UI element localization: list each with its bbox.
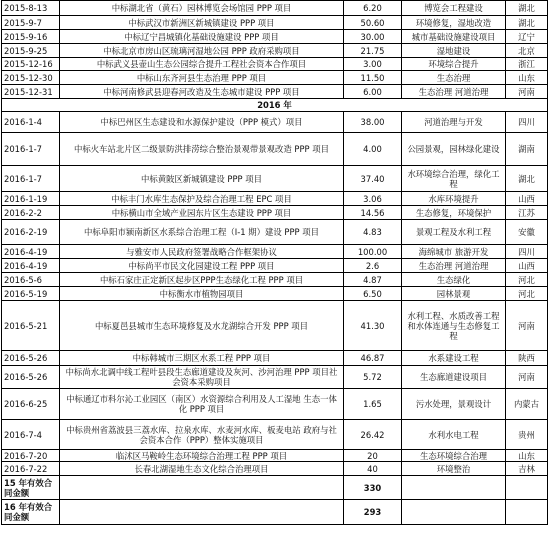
province: 河南 (506, 301, 548, 351)
province: 河北 (506, 287, 548, 301)
province: 湖南 (506, 133, 548, 166)
table-row (2, 287, 548, 301)
province: 河南 (506, 85, 548, 99)
project-name: 中标武义县壶山生态公园综合提升工程社会资本合作项目 (60, 58, 344, 71)
project-name: 中标尚水北调中线工程叶县段生态廊道建设及灰河、沙河治理 PPP 项目社会资本采购项目 (60, 366, 344, 389)
project-name: 长春北湖湿地生态文化综合治理项目 (60, 462, 344, 476)
empty-cell (60, 476, 344, 500)
contracts-table-body (2, 1, 548, 525)
contract-date: 2016-1-7 (2, 133, 60, 166)
contract-date: 2015-8-13 (2, 1, 60, 16)
contract-amount: 6.50 (344, 287, 402, 301)
province: 四川 (506, 112, 548, 133)
summary-label: 15 年有效合同金额 (2, 476, 60, 500)
project-name: 中标石家庄正定新区起步区PPP生态绿化工程 PPP 项目 (60, 273, 344, 287)
business-field: 生态廊道建设项目 (402, 366, 506, 389)
business-field: 博览会工程建设 (402, 1, 506, 16)
summary-row (2, 500, 548, 525)
contract-amount: 1.65 (344, 389, 402, 420)
contract-date: 2016-5-26 (2, 366, 60, 389)
table-row (2, 58, 548, 71)
province: 辽宁 (506, 30, 548, 44)
table-row (2, 133, 548, 166)
contract-date: 2016-7-4 (2, 420, 60, 450)
province: 湖北 (506, 16, 548, 30)
contract-amount: 100.00 (344, 245, 402, 259)
table-row (2, 85, 548, 99)
business-field: 生态治理 河道治理 (402, 259, 506, 273)
contract-amount: 6.00 (344, 85, 402, 99)
table-row (2, 166, 548, 192)
table-row (2, 192, 548, 206)
business-field: 海绵城市 旅游开发 (402, 245, 506, 259)
table-row (2, 462, 548, 476)
province: 四川 (506, 245, 548, 259)
project-name: 中标通辽市科尔沁工业园区（南区）水资源综合利用及人工湿地 生态一体化 PPP 项目 (60, 389, 344, 420)
province: 山东 (506, 71, 548, 85)
contract-date: 2015-9-7 (2, 16, 60, 30)
summary-row (2, 476, 548, 500)
province: 贵州 (506, 420, 548, 450)
empty-cell (402, 476, 506, 500)
contract-amount: 41.30 (344, 301, 402, 351)
contract-date: 2015-12-31 (2, 85, 60, 99)
business-field: 生态环境综合治理 (402, 450, 506, 462)
contract-amount: 4.83 (344, 220, 402, 245)
province: 内蒙古 (506, 389, 548, 420)
province: 湖北 (506, 1, 548, 16)
table-row (2, 1, 548, 16)
contract-date: 2016-1-4 (2, 112, 60, 133)
project-name: 中标巴州区生态建设和水源保护建设（PPP 模式）项目 (60, 112, 344, 133)
business-field: 水利工程、水质改善工程和水体连通与生态修复工程 (402, 301, 506, 351)
contract-date: 2015-12-16 (2, 58, 60, 71)
project-name: 中标丰门水库生态保护及综合治理工程 EPC 项目 (60, 192, 344, 206)
project-name: 中标尚平市民文化园建设工程 PPP 项目 (60, 259, 344, 273)
table-row (2, 273, 548, 287)
contract-amount: 40 (344, 462, 402, 476)
project-name: 中标贵州省荔波县三荔水库、拉泉水库、水麦河水库、板麦电站 政府与社会资本合作（PPP）整体实施项目 (60, 420, 344, 450)
contract-amount: 4.00 (344, 133, 402, 166)
province: 浙江 (506, 58, 548, 71)
contract-amount: 6.20 (344, 1, 402, 16)
summary-value: 330 (344, 476, 402, 500)
contract-date: 2016-4-19 (2, 245, 60, 259)
business-field: 水库环境提升 (402, 192, 506, 206)
contract-amount: 50.60 (344, 16, 402, 30)
contract-amount: 14.56 (344, 206, 402, 220)
project-name: 中标黄陂区新城镇建设 PPP 项目 (60, 166, 344, 192)
contract-amount: 20 (344, 450, 402, 462)
contract-date: 2016-6-25 (2, 389, 60, 420)
province: 陕西 (506, 351, 548, 366)
year-header: 2016 年 (2, 99, 548, 112)
business-field: 水环境综合治理，绿化工程 (402, 166, 506, 192)
project-name: 中标山东齐河县生态治理 PPP 项目 (60, 71, 344, 85)
contract-amount: 46.87 (344, 351, 402, 366)
project-name: 中标夏邑县城市生态环境修复及水龙湖综合开发 PPP 项目 (60, 301, 344, 351)
business-field: 生态修复，环境保护 (402, 206, 506, 220)
empty-cell (402, 500, 506, 525)
province: 江苏 (506, 206, 548, 220)
province: 河北 (506, 273, 548, 287)
contract-amount: 38.00 (344, 112, 402, 133)
contract-date: 2016-7-20 (2, 450, 60, 462)
table-row (2, 16, 548, 30)
table-row (2, 206, 548, 220)
business-field: 生态治理 (402, 71, 506, 85)
project-name: 中标武汉市新洲区新城镇建设 PPP 项目 (60, 16, 344, 30)
contract-date: 2016-5-26 (2, 351, 60, 366)
contract-amount: 2.6 (344, 259, 402, 273)
business-field: 景观工程及水利工程 (402, 220, 506, 245)
business-field: 公园景观，园林绿化建设 (402, 133, 506, 166)
business-field: 生态绿化 (402, 273, 506, 287)
business-field: 城市基础设施建设项目 (402, 30, 506, 44)
contract-date: 2016-7-22 (2, 462, 60, 476)
contract-amount: 37.40 (344, 166, 402, 192)
contract-amount: 11.50 (344, 71, 402, 85)
table-row (2, 30, 548, 44)
table-row (2, 112, 548, 133)
contracts-table (1, 0, 548, 525)
contract-date: 2016-2-2 (2, 206, 60, 220)
contract-date: 2016-4-19 (2, 259, 60, 273)
contract-amount: 4.87 (344, 273, 402, 287)
project-name: 中标韩城市三期区水系工程 PPP 项目 (60, 351, 344, 366)
province: 吉林 (506, 462, 548, 476)
summary-label: 16 年有效合同金额 (2, 500, 60, 525)
empty-cell (506, 476, 548, 500)
province: 山西 (506, 259, 548, 273)
business-field: 生态治理 河道治理 (402, 85, 506, 99)
business-field: 污水处理，景观设计 (402, 389, 506, 420)
contract-date: 2015-9-25 (2, 44, 60, 58)
business-field: 园林景观 (402, 287, 506, 301)
project-name: 中标横山市全域产业园东片区生态建设 PPP 项目 (60, 206, 344, 220)
contract-amount: 5.72 (344, 366, 402, 389)
contract-amount: 3.00 (344, 58, 402, 71)
table-row (2, 450, 548, 462)
project-name: 与雅安市人民政府签署战略合作框架协议 (60, 245, 344, 259)
business-field: 环境整治 (402, 462, 506, 476)
table-row (2, 44, 548, 58)
contract-date: 2015-9-16 (2, 30, 60, 44)
province: 山东 (506, 450, 548, 462)
empty-cell (506, 500, 548, 525)
project-name: 中标湖北省（黄石）园林博览会场馆园 PPP 项目 (60, 1, 344, 16)
project-name: 中标火车站北片区二级景防洪排涝综合整治景观带景观改造 PPP 项目 (60, 133, 344, 166)
contract-date: 2016-1-19 (2, 192, 60, 206)
province: 安徽 (506, 220, 548, 245)
contract-date: 2016-2-19 (2, 220, 60, 245)
empty-cell (60, 500, 344, 525)
table-row (2, 220, 548, 245)
province: 湖北 (506, 166, 548, 192)
table-row (2, 301, 548, 351)
table-row (2, 71, 548, 85)
province: 河南 (506, 366, 548, 389)
business-field: 环境综合提升 (402, 58, 506, 71)
contract-date: 2016-5-6 (2, 273, 60, 287)
contract-date: 2016-1-7 (2, 166, 60, 192)
contract-amount: 30.00 (344, 30, 402, 44)
project-name: 中标辽宁昌城镇化基础设施建设 PPP 项目 (60, 30, 344, 44)
summary-value: 293 (344, 500, 402, 525)
table-row (2, 366, 548, 389)
province: 北京 (506, 44, 548, 58)
table-row (2, 259, 548, 273)
project-name: 临沭区马鞍岭生态环境综合治理工程 PPP 项目 (60, 450, 344, 462)
table-row (2, 389, 548, 420)
year-header-row (2, 99, 548, 112)
business-field: 水系建设工程 (402, 351, 506, 366)
contract-amount: 21.75 (344, 44, 402, 58)
business-field: 湿地建设 (402, 44, 506, 58)
project-name: 中标衡水市植物园项目 (60, 287, 344, 301)
business-field: 环境修复，湿地改造 (402, 16, 506, 30)
table-row (2, 351, 548, 366)
table-row (2, 420, 548, 450)
project-name: 中标北京市房山区琉璃河湿地公园 PPP 政府采购项目 (60, 44, 344, 58)
business-field: 水利水电工程 (402, 420, 506, 450)
business-field: 河道治理与开发 (402, 112, 506, 133)
project-name: 中标阜阳市颍南新区水系综合治理工程（Ⅰ-1 期）建设 PPP 项目 (60, 220, 344, 245)
contract-date: 2016-5-21 (2, 301, 60, 351)
contract-date: 2015-12-30 (2, 71, 60, 85)
table-row (2, 245, 548, 259)
contract-date: 2016-5-19 (2, 287, 60, 301)
contract-amount: 26.42 (344, 420, 402, 450)
contract-amount: 3.06 (344, 192, 402, 206)
province: 山西 (506, 192, 548, 206)
project-name: 中标河南修武县迎春河改造及生态城市建设 PPP 项目 (60, 85, 344, 99)
